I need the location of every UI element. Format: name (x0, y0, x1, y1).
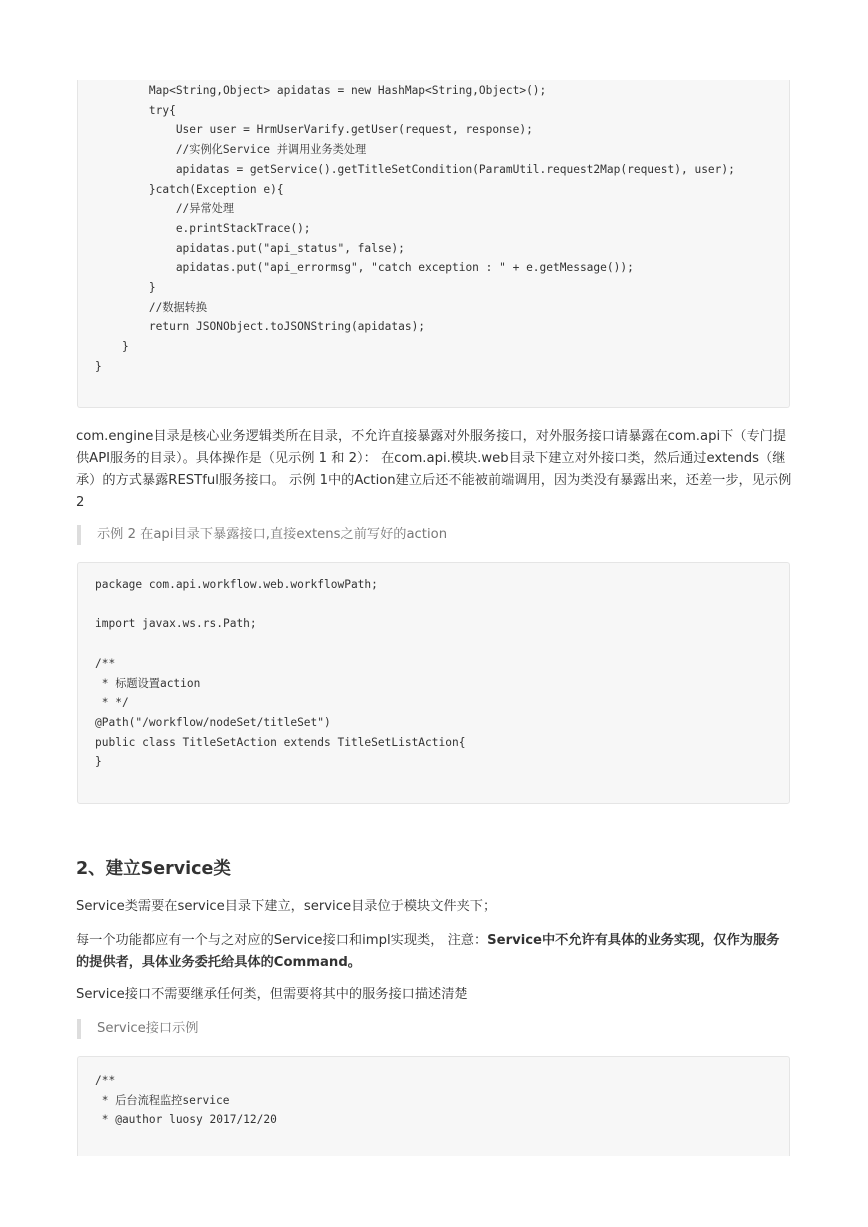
code-block-action-method (77, 80, 790, 408)
code-text: Map<String,Object> apidatas = new HashMap<String,Object>(); try{ User user = HrmUserVarify.getUser(request, response); //实例化Service 并调用业务类处理 apidatas = getService().getTitleSetCondition(ParamUtil.request2Map(request), user); }catch(Exception e){ //异常处理 e.printStackTrace(); apidatas.put("api_status", false); apidatas.put("api_errormsg", "catch exception : " + e.getMessage()); } //数据转换 return JSONObject.toJSONString(apidatas); } } (95, 84, 735, 373)
paragraph-engine-directory: com.engine目录是核心业务逻辑类所在目录，不允许直接暴露对外服务接口，对外服务接口请暴露在com.api下（专门提供API服务的目录）。具体操作是（见示例 1 和 2）： 在com.api.模块.web目录下建立对外接口类，然后通过extends（继承）的方式暴露RESTful服务接口。 示例 1中的Action建立后还不能被前端调用，因为类没有暴露出来，还差一步，见示例 2 (76, 429, 792, 510)
blockquote-example-2 (77, 525, 777, 545)
paragraph-service-interface: Service接口不需要继承任何类，但需要将其中的服务接口描述清楚 (76, 987, 468, 1002)
note-bold: Service中不允许有具体的业务实现，仅作为服务的提供者，具体业务委托给具体的Command。 (76, 933, 780, 970)
note-prefix: 每一个功能都应有一个与之对应的Service接口和impl实现类， 注意： (76, 933, 488, 948)
blockquote-text: 示例 2 在api目录下暴露接口,直接extens之前写好的action (97, 527, 448, 542)
code-text: package com.api.workflow.web.workflowPath; import javax.ws.rs.Path; /** * 标题设置action * */ @Path("/workflow/nodeSet/titleSet") public class TitleSetAction extends TitleSetListAction{ } (95, 578, 466, 769)
blockquote-service-example (77, 1019, 777, 1039)
code-block-api-action (77, 562, 790, 804)
paragraph-service-location: Service类需要在service目录下建立，service目录位于模块文件夹下； (76, 899, 497, 914)
paragraph-service-note (76, 930, 792, 974)
section-heading: 2、建立Service类 (76, 859, 231, 879)
code-text: /** * 后台流程监控service * @author luosy 2017/12/20 (95, 1074, 277, 1127)
blockquote-text: Service接口示例 (97, 1021, 199, 1036)
code-block-service-interface (77, 1056, 790, 1156)
